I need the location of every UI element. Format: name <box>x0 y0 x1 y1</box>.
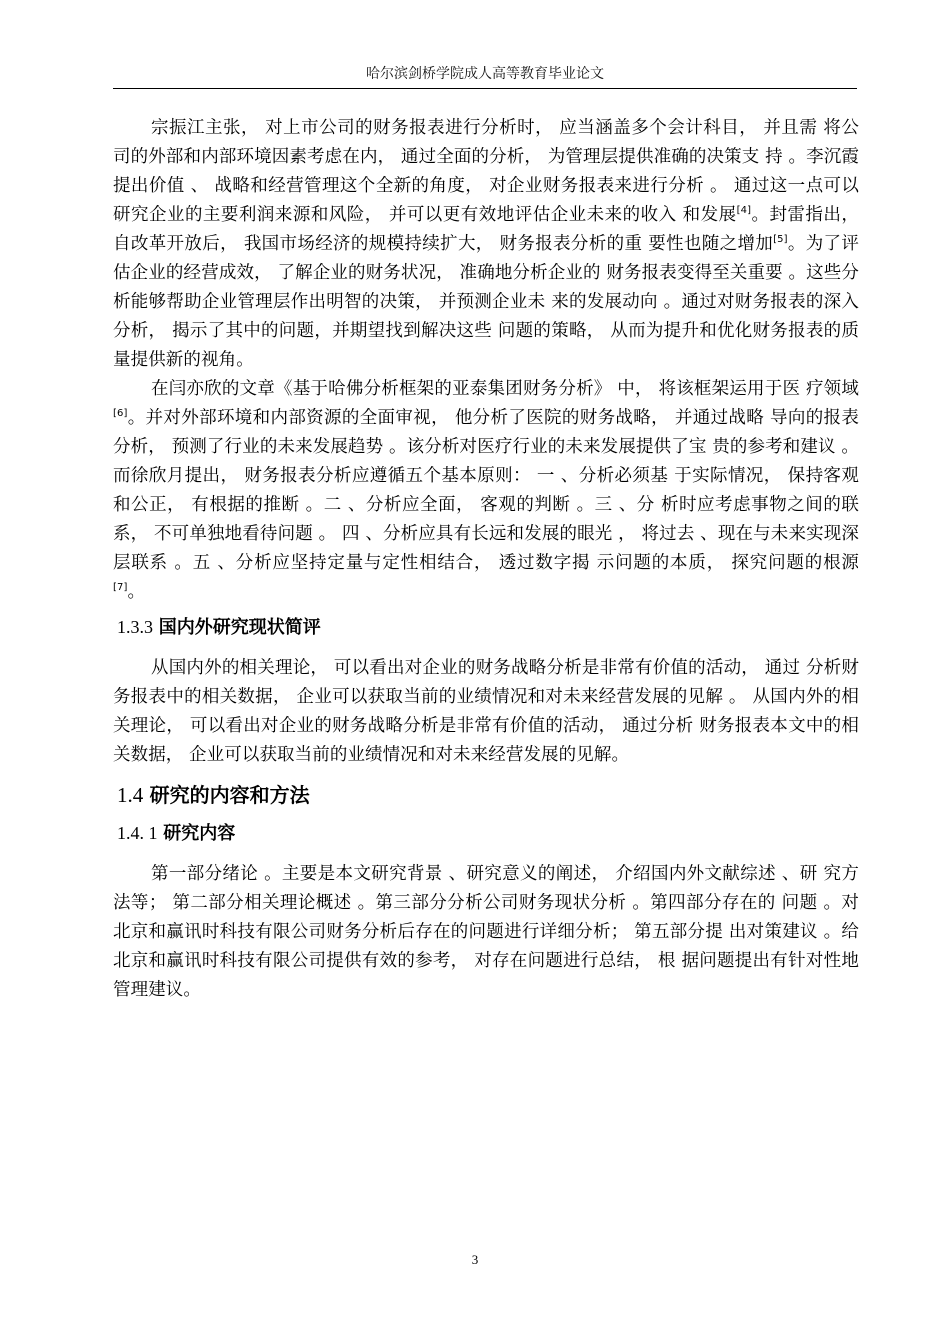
body-paragraph: 第一部分绪论 。主要是本文研究背景 、研究意义的阐述， 介绍国内外文献综述 、研 究方法等； 第二部分相关理论概述 。第三部分分析公司财务现状分析 。第四部分存在的 问题 。对北京和赢讯时科技有限公司财务分析后存在的问题进行详细分析； 第五部分提 出对策建议 。给北京和赢讯时科技有限公司提供有效的参考， 对存在问题进行总结， 根 据问题提出有针对性地管理建议。 <box>113 864 859 1000</box>
citation-ref: [6] <box>113 408 128 419</box>
page-body <box>113 114 859 1005</box>
paragraph-text: 。封雷指出， 自改革开放后， 我国市场经济的规模持续扩大， 财务报表分析的重 要性也随之增加 <box>113 205 859 254</box>
paragraph-text: 在闫亦欣的文章《基于哈佛分析框架的亚泰集团财务分析》 中， 将该框架运用于医 疗领域 <box>151 379 859 399</box>
running-header: 哈尔滨剑桥学院成人高等教育毕业论文 <box>366 66 604 82</box>
body-paragraph: 从国内外的相关理论， 可以看出对企业的财务战略分析是非常有价值的活动， 通过 分析财务报表中的相关数据， 企业可以获取当前的业绩情况和对未来经营发展的见解 。 从国内外的相关理论， 可以看出对企业的财务战略分析是非常有价值的活动， 通过分析 财务报表本文中的相关数据， 企业可以获取当前的业绩情况和对未来经营发展的见解。 <box>113 658 859 765</box>
header-rule <box>113 88 857 89</box>
paragraph-text: 。并对外部环境和内部资源的全面审视， 他分析了医院的财务战略， 并通过战略 导向的报表分析， 预测了行业的未来发展趋势 。该分析对医疗行业的未来发展提供了宝 贵的参考和建议 。而徐欣月提出， 财务报表分析应遵循五个基本原则： 一 、分析必须基 于实际情况， 保持客观和公正， 有根据的推断 。二 、分析应全面， 客观的判断 。三 、分 析时应考虑事物之间的联系， 不可单独地看待问题 。 四 、分析应具有长远和发展的眼光 ， 将过去 、现在与未来实现深层联系 。五 、分析应坚持定量与定性相结合， 透过数字揭 示问题的本质， 探究问题的根源 <box>113 408 859 573</box>
paragraph-text: 宗振江主张， 对上市公司的财务报表进行分析时， 应当涵盖多个会计科目， 并且需 将公司的外部和内部环境因素考虑在内， 通过全面的分析， 为管理层提供准确的决策支 持 。李沉霞提出价值 、 战略和经营管理这个全新的角度， 对企业财务报表来进行分析 。 通过这一点可以研究企业的主要利润来源和风险， 并可以更有效地评估企业未来的收入 和发展 <box>113 118 859 225</box>
page-number: 3 <box>471 1252 479 1267</box>
paragraph-text: 。 <box>127 582 146 602</box>
paragraph-text: 。为了评估企业的经营成效， 了解企业的财务状况， 准确地分析企业的 财务报表变得至关重要 。这些分析能够帮助企业管理层作出明智的决策， 并预测企业未 来的发展动向 。通过对财务报表的深入分析， 揭示了其中的问题，并期望找到解决这些 问题的策略， 从而为提升和优化财务报表的质量提供新的视角。 <box>113 234 859 370</box>
citation-ref: [5] <box>773 234 788 245</box>
citation-ref: [4] <box>736 205 752 216</box>
section-heading-1-4-1 <box>117 821 859 846</box>
section-heading-1-4 <box>117 781 859 809</box>
body-paragraph <box>113 375 859 607</box>
heading-title: 研究内容 <box>163 823 236 844</box>
heading-title: 国内外研究现状简评 <box>158 617 321 638</box>
heading-title: 研究的内容和方法 <box>149 783 310 807</box>
citation-ref: [7] <box>113 582 128 593</box>
heading-number: 1.3.3 <box>117 617 153 637</box>
body-paragraph <box>113 114 859 375</box>
heading-number: 1.4. 1 <box>117 823 158 843</box>
heading-number: 1.4 <box>117 783 144 807</box>
section-heading-1-3-3 <box>117 615 859 640</box>
